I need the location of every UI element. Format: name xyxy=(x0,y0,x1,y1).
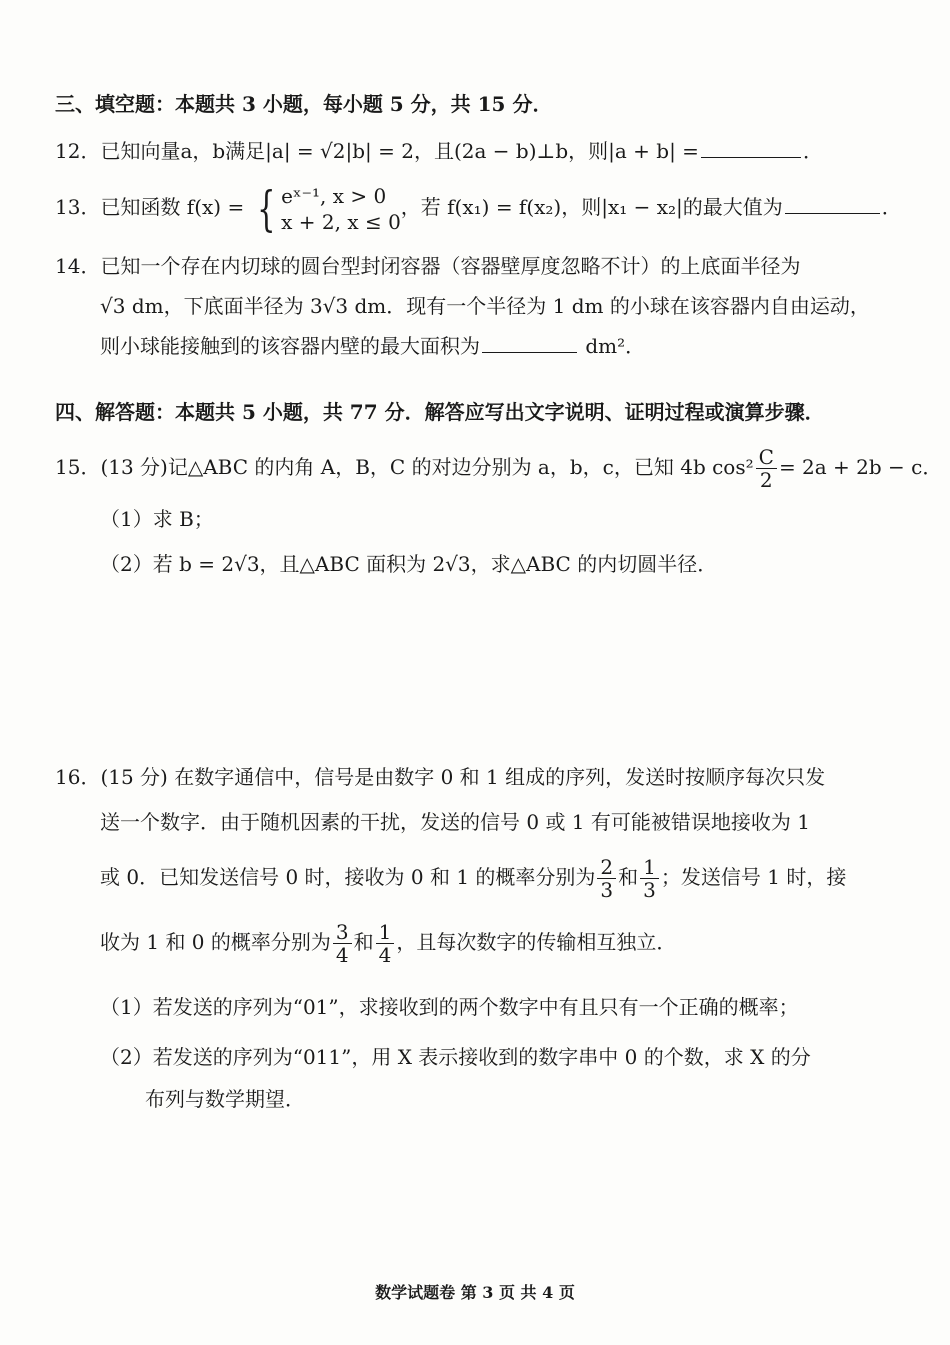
frac-den: 3 xyxy=(600,878,614,902)
page-footer: 数学试题卷 第 3 页 共 4 页 xyxy=(375,1283,575,1302)
frac-den: 3 xyxy=(643,878,656,902)
case-2: x + 2, x ≤ 0 xyxy=(281,209,401,234)
question-15-stem-end: = 2a + 2b − c． xyxy=(778,455,943,479)
section-3-heading: 三、填空题：本题共 3 小题，每小题 5 分，共 15 分． xyxy=(55,92,553,116)
piecewise-cases xyxy=(281,183,401,235)
frac-den: 2 xyxy=(759,468,773,492)
question-14-line-1: 14．已知一个存在内切球的圆台型封闭容器（容器壁厚度忽略不计）的上底面半径为 xyxy=(55,254,801,278)
question-13-prefix: 13．已知函数 f(x) = xyxy=(55,195,245,219)
frac-num: 2 xyxy=(597,856,616,879)
frac-den: 4 xyxy=(335,943,349,967)
question-13 xyxy=(55,180,902,235)
question-16-line-3-end: ；发送信号 1 时，接 xyxy=(660,865,847,889)
question-15-stem xyxy=(55,442,942,492)
question-12-text: 12．已知向量a，b满足|a| = √2|b| = 2，且(2a − b)⊥b，则|a + b| = xyxy=(55,139,699,163)
question-15-part-1: （1）求 B； xyxy=(100,507,214,531)
piecewise-brace: { xyxy=(256,180,276,237)
question-16-line-4-end: ，且每次数字的传输相互独立． xyxy=(396,930,677,954)
question-16-line-3-text: 或 0．已知发送信号 0 时，接收为 0 和 1 的概率分别为 xyxy=(100,865,596,889)
question-14-line-2: √3 dm，下底面半径为 3√3 dm．现有一个半径为 1 dm 的小球在该容器内自由运动， xyxy=(100,294,870,318)
question-16-line-4-text: 收为 1 和 0 的概率分别为 xyxy=(100,930,331,954)
question-13-suffix: ，若 f(x₁) = f(x₂)，则|x₁ − x₂|的最大值为 xyxy=(400,195,783,219)
question-12-end: ． xyxy=(802,139,823,163)
case-1: eˣ⁻¹, x > 0 xyxy=(281,183,387,208)
frac-num: 1 xyxy=(376,921,395,944)
frac-num: C xyxy=(756,446,777,469)
question-12 xyxy=(55,135,823,165)
question-16-line-3 xyxy=(100,852,846,902)
fraction-3-4 xyxy=(333,921,352,966)
answer-blank-12 xyxy=(701,135,801,158)
fraction-2-3 xyxy=(597,856,616,901)
and-1: 和 xyxy=(618,865,639,889)
question-16-part-2-line-2: 布列与数学期望． xyxy=(145,1087,305,1111)
question-15-stem-text: 15．(13 分)记△ABC 的内角 A，B，C 的对边分别为 a，b，c，已知 4b cos² xyxy=(55,455,754,479)
question-16-line-4 xyxy=(100,917,676,967)
question-14-unit: dm²． xyxy=(585,334,646,358)
frac-num: 1 xyxy=(640,856,659,879)
question-13-end: ． xyxy=(881,195,902,219)
section-4-heading: 四、解答题：本题共 5 小题，共 77 分．解答应写出文字说明、证明过程或演算步骤． xyxy=(55,400,825,424)
question-15-part-2: （2）若 b = 2√3，且△ABC 面积为 2√3，求△ABC 的内切圆半径． xyxy=(100,552,718,576)
frac-num: 3 xyxy=(333,921,352,944)
question-14-line-3 xyxy=(100,330,645,360)
question-16-part-2-line-1: （2）若发送的序列为“011”，用 X 表示接收到的数字串中 0 的个数，求 X 的分 xyxy=(100,1045,811,1069)
and-2: 和 xyxy=(353,930,374,954)
fraction-1-3 xyxy=(640,856,659,901)
question-14-line-3-text: 则小球能接触到的该容器内壁的最大面积为 xyxy=(100,334,480,358)
frac-den: 4 xyxy=(378,943,392,967)
fraction-c-over-2 xyxy=(756,446,777,491)
answer-blank-14 xyxy=(482,330,577,353)
answer-blank-13 xyxy=(785,191,880,214)
question-16-part-1: （1）若发送的序列为“01”，求接收到的两个数字中有且只有一个正确的概率； xyxy=(100,995,799,1019)
fraction-1-4 xyxy=(376,921,395,966)
question-16-line-1: 16．(15 分) 在数字通信中，信号是由数字 0 和 1 组成的序列，发送时按顺序每次只发 xyxy=(55,765,826,789)
question-16-line-2: 送一个数字．由于随机因素的干扰，发送的信号 0 或 1 有可能被错误地接收为 1 xyxy=(100,810,810,834)
